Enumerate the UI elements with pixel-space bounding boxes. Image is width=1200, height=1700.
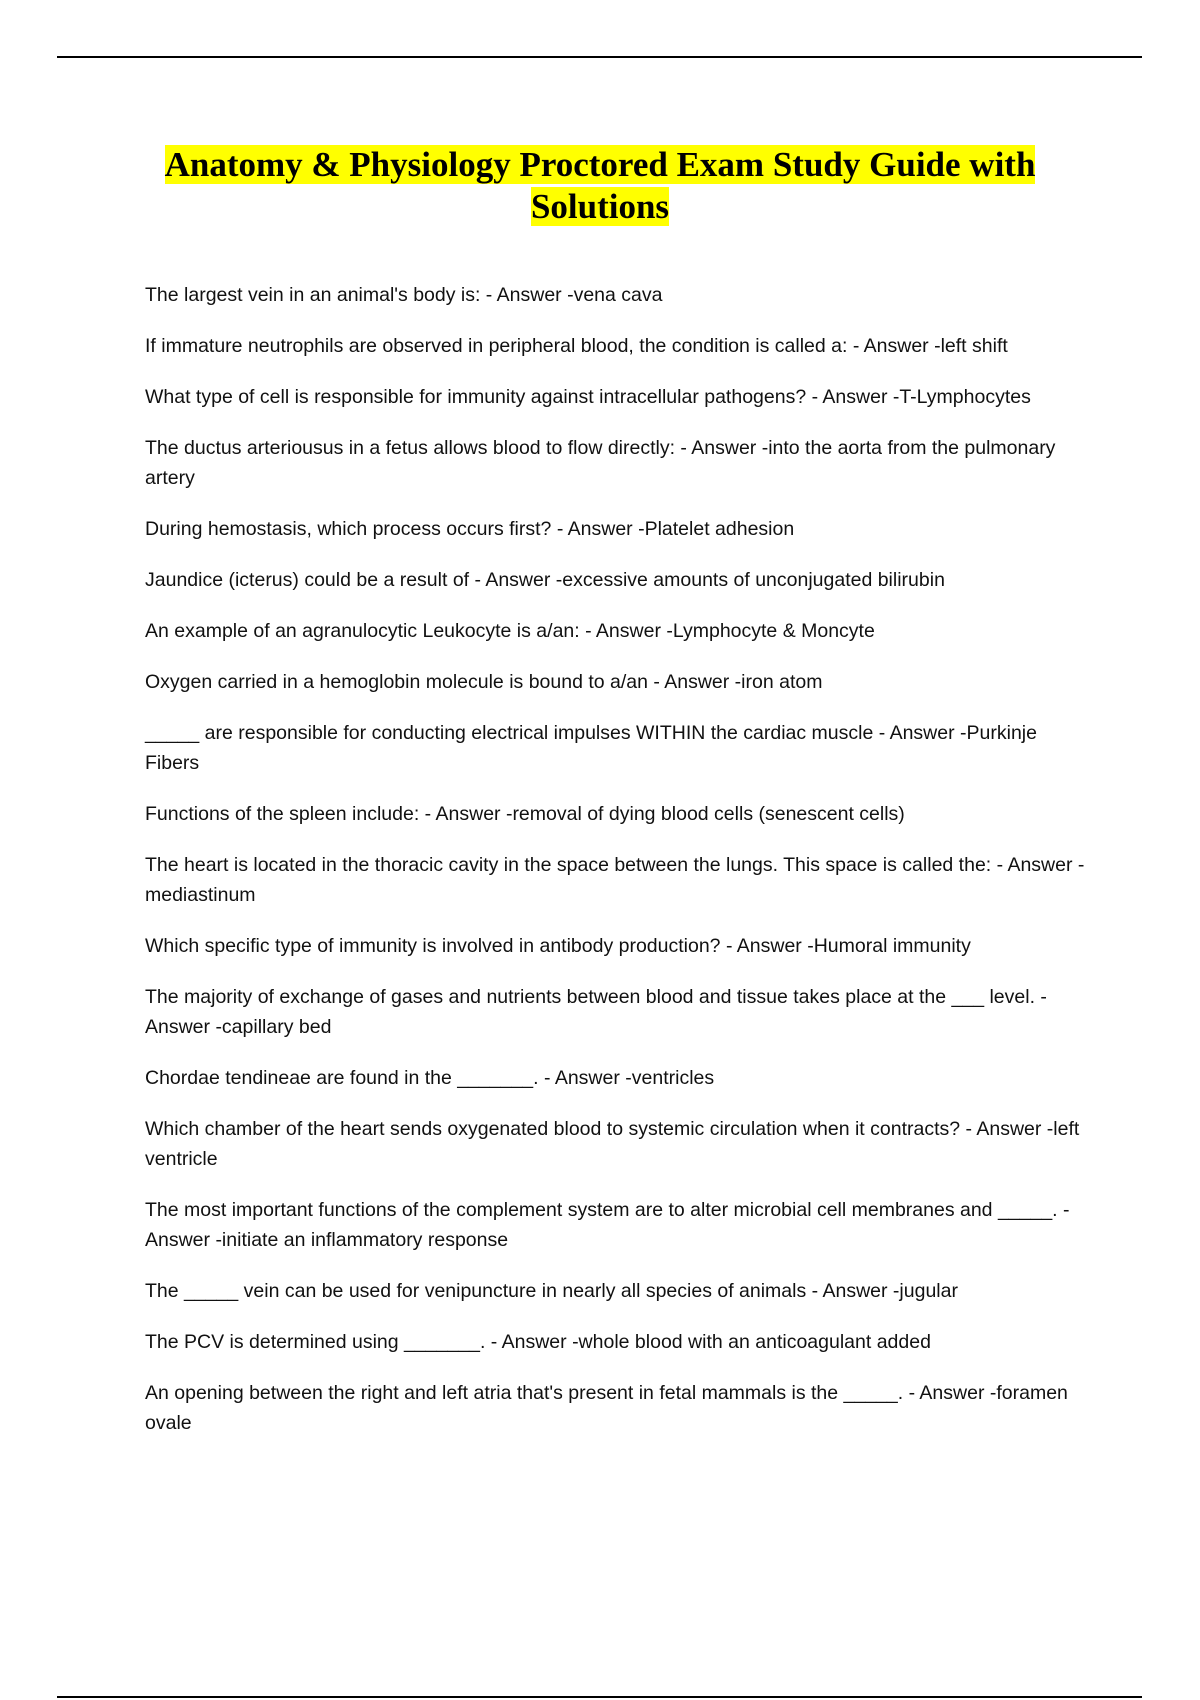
qa-item: Functions of the spleen include: - Answer -removal of dying blood cells (senescent cells) [145, 803, 905, 825]
qa-item: During hemostasis, which process occurs first? - Answer -Platelet adhesion [145, 518, 795, 540]
question-answer-list [145, 280, 1085, 1459]
qa-item: Which specific type of immunity is involved in antibody production? - Answer -Humoral immunity [145, 935, 971, 957]
qa-item: Chordae tendineae are found in the _______. - Answer -ventricles [145, 1067, 715, 1089]
page-title [100, 144, 1100, 228]
title-line-2: Solutions [530, 187, 670, 226]
qa-item: Jaundice (icterus) could be a result of - Answer -excessive amounts of unconjugated bilirubin [145, 569, 945, 591]
qa-item: The largest vein in an animal's body is: - Answer -vena cava [145, 284, 663, 306]
qa-item: _____ are responsible for conducting electrical impulses WITHIN the cardiac muscle - Answer -Purkinje Fibers [145, 722, 1037, 774]
qa-item: What type of cell is responsible for immunity against intracellular pathogens? - Answer -T-Lymphocytes [145, 386, 1031, 408]
qa-item: Oxygen carried in a hemoglobin molecule is bound to a/an - Answer -iron atom [145, 671, 823, 693]
qa-item: Which chamber of the heart sends oxygenated blood to systemic circulation when it contracts? - Answer -left ventricle [145, 1118, 1080, 1170]
qa-item: The majority of exchange of gases and nutrients between blood and tissue takes place at the ___ level. - Answer -capillary bed [145, 986, 1047, 1038]
qa-item: An opening between the right and left atria that's present in fetal mammals is the _____. - Answer -foramen ovale [145, 1382, 1068, 1434]
title-line-1: Anatomy & Physiology Proctored Exam Study Guide with [164, 145, 1036, 184]
footer-rule [57, 1696, 1142, 1698]
qa-item: The _____ vein can be used for venipuncture in nearly all species of animals - Answer -jugular [145, 1280, 958, 1302]
qa-item: The ductus arteriousus in a fetus allows blood to flow directly: - Answer -into the aorta from the pulmonary artery [145, 437, 1056, 489]
qa-item: The heart is located in the thoracic cavity in the space between the lungs. This space is called the: - Answer -mediastinum [145, 854, 1085, 906]
qa-item: The PCV is determined using _______. - Answer -whole blood with an anticoagulant added [145, 1331, 931, 1353]
header-rule [57, 56, 1142, 58]
qa-item: An example of an agranulocytic Leukocyte is a/an: - Answer -Lymphocyte & Moncyte [145, 620, 875, 642]
qa-item: If immature neutrophils are observed in peripheral blood, the condition is called a: - Answer -left shift [145, 335, 1008, 357]
qa-item: The most important functions of the complement system are to alter microbial cell membranes and _____. - Answer -initiate an inflammatory response [145, 1199, 1070, 1251]
